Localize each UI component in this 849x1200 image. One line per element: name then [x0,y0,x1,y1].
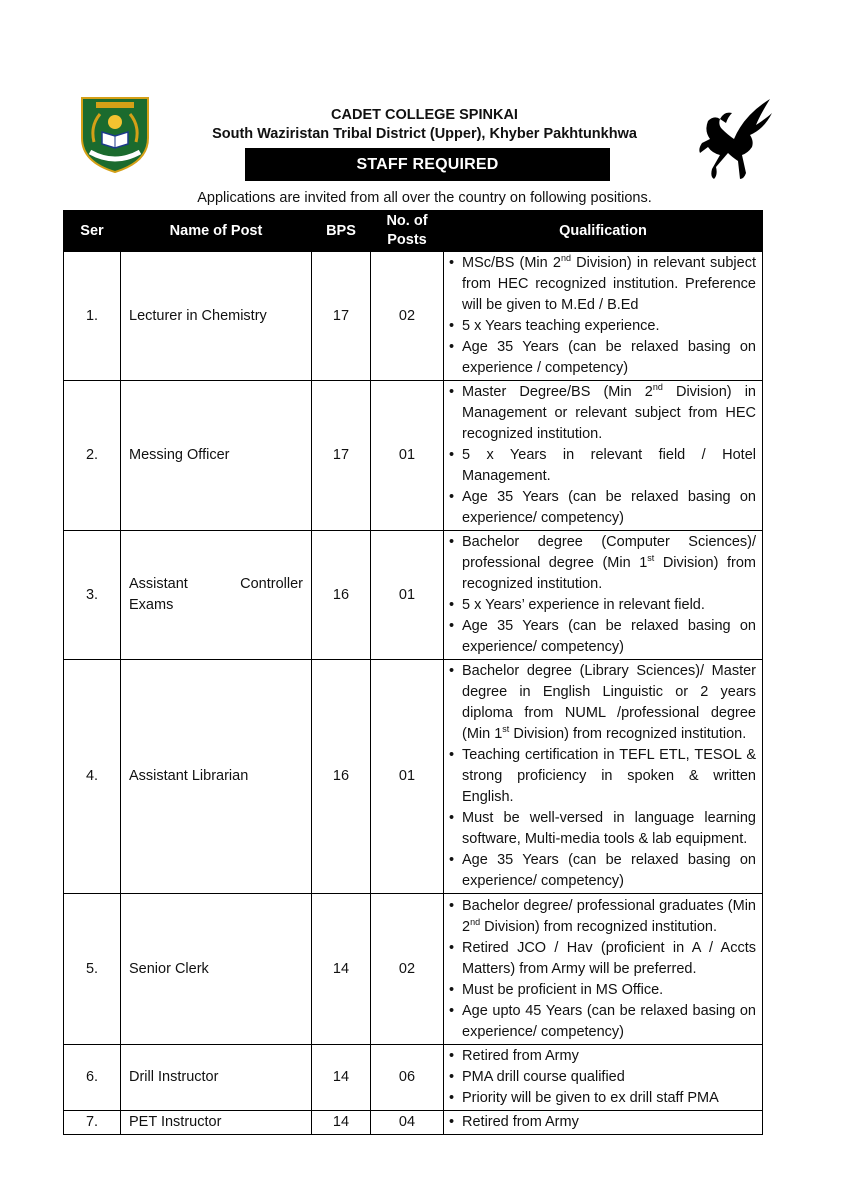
qualification-cell [444,531,763,660]
table-row [64,252,763,381]
table-row [64,531,763,660]
posts-count: 02 [371,894,444,1045]
bps-scale: 14 [312,1111,371,1135]
qualification-cell [444,1045,763,1111]
post-name: Messing Officer [121,381,312,531]
post-name: Assistant Controller Exams [121,531,312,660]
qualification-item: • Bachelor degree (Library Sciences)/ Master degree in English Linguistic or 2 years diploma from NUML /professional degree (Min 1st Division) from recognized institution. [448,661,756,745]
table-header-row [64,211,763,252]
winged-horse-icon [694,95,774,183]
qualification-item: • PMA drill course qualified [448,1067,756,1088]
qualification-item: • 5 x Years in relevant field / Hotel Management. [448,445,756,487]
qualification-list [448,253,756,379]
qualification-item: • Retired from Army [448,1112,756,1133]
serial-number: 1. [64,252,121,381]
table-row [64,1111,763,1135]
intro-text: Applications are invited from all over the country on following positions. [197,190,652,206]
posts-count: 01 [371,660,444,894]
posts-count: 01 [371,531,444,660]
qualification-list [448,661,756,892]
qualification-list [448,896,756,1043]
post-name: Assistant Librarian [121,660,312,894]
qualification-item: • MSc/BS (Min 2nd Division) in relevant subject from HEC recognized institution. Preference will be given to M.Ed / B.Ed [448,253,756,316]
qualification-item: • Teaching certification in TEFL ETL, TESOL & strong proficiency in spoken & written English. [448,745,756,808]
serial-number: 2. [64,381,121,531]
qualification-item: • Must be proficient in MS Office. [448,980,756,1001]
qualification-item: • Age 35 Years (can be relaxed basing on experience / competency) [448,337,756,379]
posts-count: 04 [371,1111,444,1135]
serial-number: 5. [64,894,121,1045]
college-location: South Waziristan Tribal District (Upper), Khyber Pakhtunkhwa [212,126,637,142]
post-name: Lecturer in Chemistry [121,252,312,381]
col-ser: Ser [64,211,121,252]
qualification-item: • Age 35 Years (can be relaxed basing on experience/ competency) [448,487,756,529]
col-name: Name of Post [121,211,312,252]
qualification-list [448,382,756,529]
posts-count: 01 [371,381,444,531]
qualification-item: • Age 35 Years (can be relaxed basing on experience/ competency) [448,616,756,658]
serial-number: 4. [64,660,121,894]
col-posts [371,211,444,252]
qualification-item: • Retired JCO / Hav (proficient in A / Accts Matters) from Army will be preferred. [448,938,756,980]
qualification-item: • Bachelor degree (Computer Sciences)/ professional degree (Min 1st Division) from recognized institution. [448,532,756,595]
posts-table [63,210,763,1135]
qualification-list [448,532,756,658]
post-name: Drill Instructor [121,1045,312,1111]
qualification-item: • Must be well-versed in language learning software, Multi-media tools & lab equipment. [448,808,756,850]
bps-scale: 17 [312,252,371,381]
bps-scale: 17 [312,381,371,531]
qualification-cell [444,252,763,381]
qualification-list [448,1112,756,1133]
table-row [64,1045,763,1111]
qualification-item: • 5 x Years’ experience in relevant field. [448,595,756,616]
qualification-cell [444,660,763,894]
qualification-cell [444,1111,763,1135]
posts-count: 06 [371,1045,444,1111]
col-qualification: Qualification [444,211,763,252]
bps-scale: 14 [312,894,371,1045]
col-bps: BPS [312,211,371,252]
qualification-item: • Retired from Army [448,1046,756,1067]
bps-scale: 14 [312,1045,371,1111]
posts-count: 02 [371,252,444,381]
qualification-item: • Master Degree/BS (Min 2nd Division) in Management or relevant subject from HEC recognized institution. [448,382,756,445]
post-name: PET Instructor [121,1111,312,1135]
qualification-item: • 5 x Years teaching experience. [448,316,756,337]
bps-scale: 16 [312,531,371,660]
serial-number: 6. [64,1045,121,1111]
qualification-item: • Age upto 45 Years (can be relaxed basing on experience/ competency) [448,1001,756,1043]
serial-number: 3. [64,531,121,660]
serial-number: 7. [64,1111,121,1135]
bps-scale: 16 [312,660,371,894]
qualification-list [448,1046,756,1109]
post-name: Senior Clerk [121,894,312,1045]
table-row [64,894,763,1045]
table-row [64,660,763,894]
qualification-item: • Bachelor degree/ professional graduates (Min 2nd Division) from recognized institution. [448,896,756,938]
table-row [64,381,763,531]
staff-required-banner: STAFF REQUIRED [245,148,610,181]
qualification-item: • Age 35 Years (can be relaxed basing on experience/ competency) [448,850,756,892]
col-posts-label: No. of Posts [386,213,428,248]
college-name: CADET COLLEGE SPINKAI [331,107,518,123]
qualification-item: • Priority will be given to ex drill staff PMA [448,1088,756,1109]
qualification-cell [444,894,763,1045]
qualification-cell [444,381,763,531]
